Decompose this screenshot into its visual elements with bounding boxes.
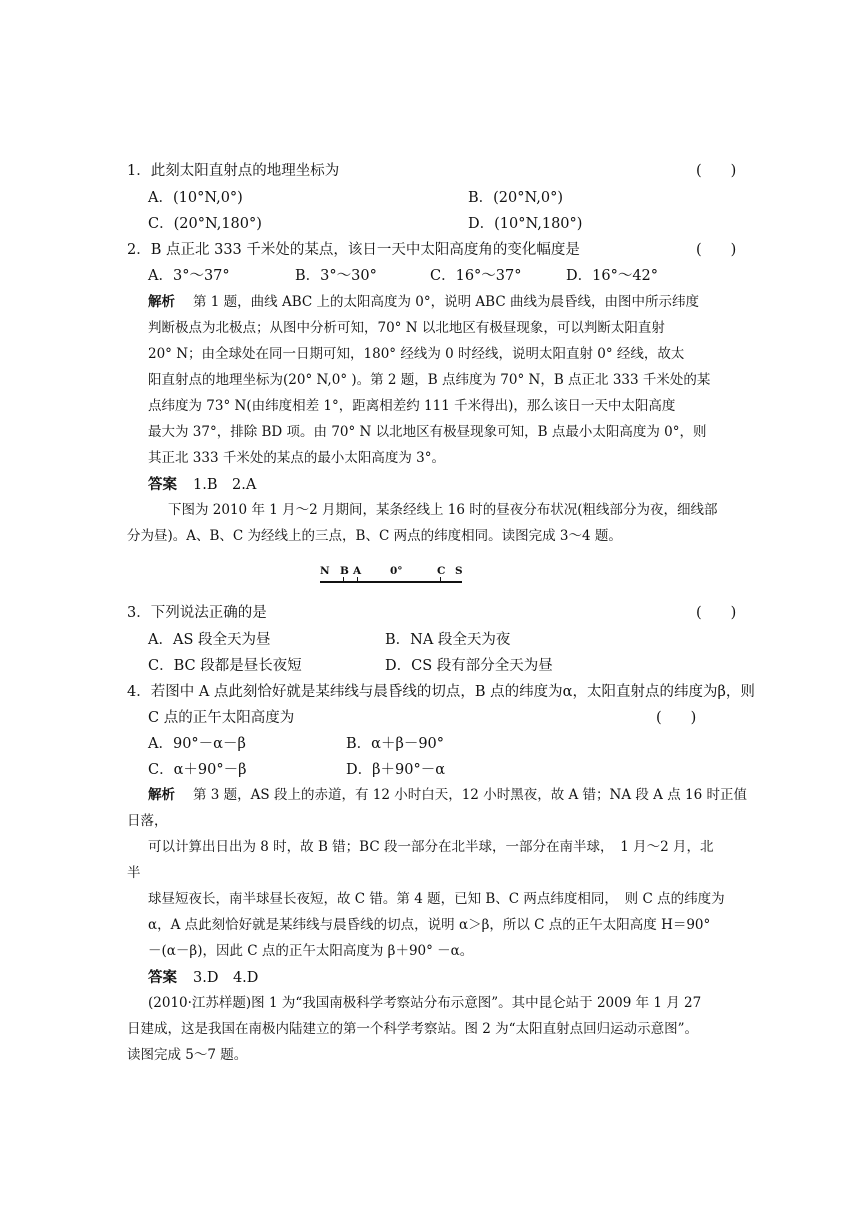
q4-stem: 4．若图中 A 点此刻恰好就是某纬线与晨昏线的切点，B 点的纬度为α，太阳直射点的纬度为β，则 — [127, 684, 755, 700]
q1-option-b: B．(20°N,0°) — [468, 190, 564, 206]
diagram-label-s: S — [455, 565, 463, 577]
q4-option-d: D．β＋90°－α — [346, 762, 446, 778]
explanation-line: 20° N；由全球处在同一日期可知，180° 经线为 0 时经线，说明太阳直射 0° 经线，故太 — [148, 346, 685, 362]
answer-label: 答案 — [148, 476, 177, 493]
diagram-label-c: C — [437, 565, 446, 577]
q4-option-c: C．α＋90°－β — [148, 762, 247, 778]
explanation-line: 可以计算出日出为 8 时，故 B 错；BC 段一部分在北半球，一部分在南半球， 1 月～2 月，北 — [148, 839, 714, 855]
meridian-tick — [440, 577, 441, 582]
q2-answer-paren: ( ) — [696, 242, 737, 258]
explanation-line: 阳直射点的地理坐标为(20° N,0° )。第 2 题，B 点纬度为 70° N，B 点正北 333 千米处的某 — [148, 372, 711, 388]
diagram-label-equator: 0° — [390, 565, 403, 577]
explanation-line: 第 3 题，AS 段上的赤道，有 12 小时白天，12 小时黑夜，故 A 错；NA 段 A 点 16 时正值 — [193, 787, 747, 803]
intro-line: 分为昼)。A、B、C 为经线上的三点，B、C 两点的纬度相同。读图完成 3～4 题。 — [127, 528, 622, 544]
q2-option-d: D．16°～42° — [566, 268, 659, 284]
q1-option-c: C．(20°N,180°) — [148, 216, 262, 232]
explanation-line: 日落， — [127, 813, 168, 829]
q2-stem: 2．B 点正北 333 千米处的某点，该日一天中太阳高度角的变化幅度是 — [127, 242, 580, 258]
q1-option-a: A．(10°N,0°) — [148, 190, 243, 206]
q4-stem-continued: C 点的正午太阳高度为 — [148, 710, 295, 726]
answer-text: 3.D 4.D — [193, 970, 259, 986]
q3-option-a: A．AS 段全天为昼 — [148, 632, 271, 648]
q3-option-c: C．BC 段都是昼长夜短 — [148, 658, 302, 674]
explanation-line: 第 1 题，曲线 ABC 上的太阳高度为 0°，说明 ABC 曲线为晨昏线，由图中所示纬度 — [193, 294, 699, 310]
intro-line: (2010·江苏样题)图 1 为“我国南极科学考察站分布示意图”。其中昆仑站于 2009 年 1 月 27 — [148, 995, 702, 1011]
explanation-label: 解析 — [148, 787, 175, 803]
meridian-diagram — [320, 566, 465, 586]
q4-option-a: A．90°－α－β — [148, 736, 246, 752]
q3-stem: 3．下列说法正确的是 — [127, 605, 267, 621]
q3-answer-paren: ( ) — [696, 605, 737, 621]
answer-label: 答案 — [148, 969, 177, 986]
diagram-label-n: N — [320, 565, 330, 577]
q2-option-b: B．3°～30° — [295, 268, 377, 284]
explanation-line: －(α－β)，因此 C 点的正午太阳高度为 β＋90° －α。 — [148, 943, 474, 959]
meridian-tick — [357, 577, 358, 582]
meridian-tick — [343, 577, 344, 582]
q2-option-c: C．16°～37° — [430, 268, 522, 284]
explanation-label: 解析 — [148, 294, 175, 310]
diagram-label-b: B — [340, 565, 349, 577]
explanation-line: 最大为 37°，排除 BD 项。由 70° N 以北地区有极昼现象可知，B 点最小太阳高度为 0°，则 — [148, 424, 707, 440]
diagram-label-a: A — [353, 565, 362, 577]
explanation-line: 半 — [127, 865, 141, 881]
answer-text: 1.B 2.A — [193, 477, 257, 493]
q4-option-b: B．α＋β－90° — [346, 736, 445, 752]
explanation-line: 判断极点为北极点；从图中分析可知，70° N 以北地区有极昼现象，可以判断太阳直射 — [148, 320, 665, 336]
intro-line: 日建成，这是我国在南极内陆建立的第一个科学考察站。图 2 为“太阳直射点回归运动示意图”。 — [127, 1021, 698, 1037]
q3-option-d: D．CS 段有部分全天为昼 — [385, 658, 553, 674]
q2-option-a: A．3°～37° — [148, 268, 230, 284]
explanation-line: 球昼短夜长，南半球昼长夜短，故 C 错。第 4 题，已知 B、C 两点纬度相同， 则 C 点的纬度为 — [148, 891, 725, 907]
intro-line: 读图完成 5～7 题。 — [127, 1047, 248, 1063]
explanation-line: 点纬度为 73° N(由纬度相差 1°，距离相差约 111 千米得出)，那么该日一天中太阳高度 — [148, 398, 676, 414]
intro-line: 下图为 2010 年 1 月～2 月期间，某条经线上 16 时的昼夜分布状况(粗线部分为夜，细线部 — [168, 502, 718, 518]
q1-answer-paren: ( ) — [696, 163, 737, 179]
q1-option-d: D．(10°N,180°) — [468, 216, 583, 232]
q1-stem: 1．此刻太阳直射点的地理坐标为 — [127, 163, 340, 179]
explanation-line: 其正北 333 千米处的某点的最小太阳高度为 3°。 — [148, 450, 445, 466]
explanation-line: α，A 点此刻恰好就是某纬线与晨昏线的切点，说明 α＞β，所以 C 点的正午太阳高度 H＝90° — [148, 917, 711, 933]
q4-answer-paren: ( ) — [656, 710, 697, 726]
q3-option-b: B．NA 段全天为夜 — [385, 632, 511, 648]
